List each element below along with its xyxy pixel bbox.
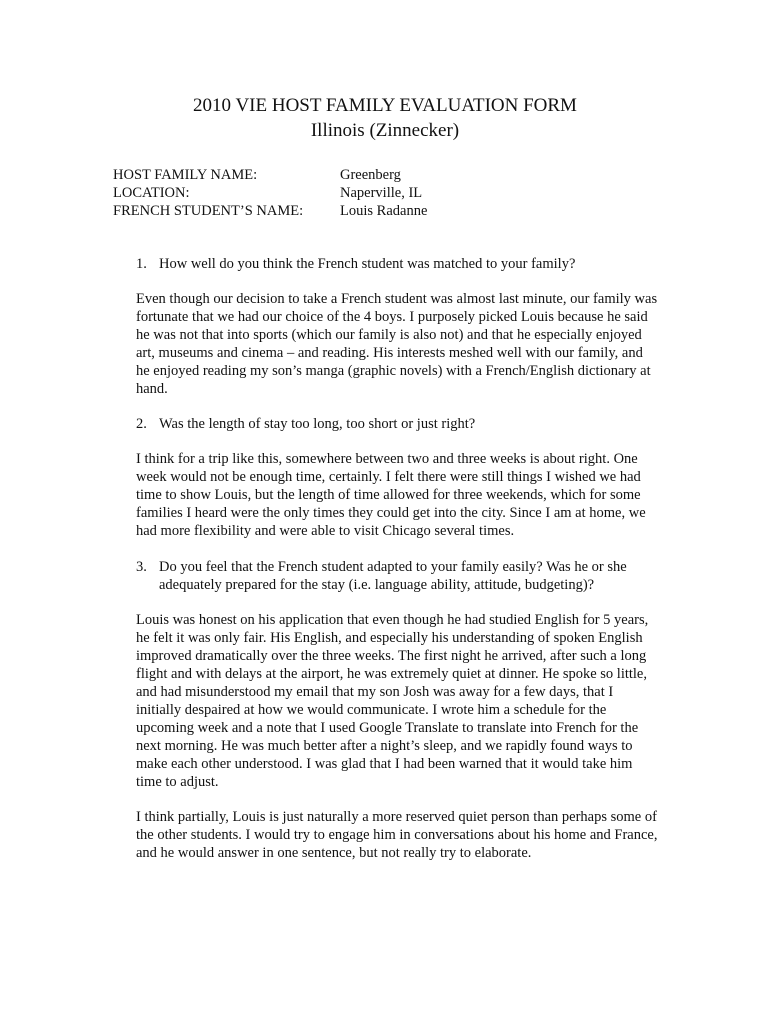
answer-1: Even though our decision to take a French student was almost last minute, our family was fortunate that we had our choice of the 4 boys. I purposely picked Louis because he said he was not that into sports (which our family is also not) and that he especially enjoyed art, museums and cinema – and reading. His interests meshed well with our family, and he enjoyed reading my son’s manga (graphic novels) with a French/English dictionary at hand. xyxy=(136,291,658,397)
question-text: Was the length of stay too long, too short or just right? xyxy=(159,416,476,432)
host-family-name-value: Greenberg xyxy=(340,167,401,183)
question-text: How well do you think the French student was matched to your family? xyxy=(159,256,576,272)
student-name-value: Louis Radanne xyxy=(340,203,428,219)
answer-2: I think for a trip like this, somewhere between two and three weeks is about right. One week would not be enough time, certainly. I felt there were still things I wished we had time to show Louis, but the length of time allowed for three weekends, which for some families I heard were the only times they could get into the city. Since I am at home, we had more flexibility and were able to visit Chicago several times. xyxy=(136,451,646,539)
info-row-student xyxy=(113,202,427,220)
host-info-table xyxy=(113,166,427,220)
question-number: 3. xyxy=(136,559,147,575)
host-family-name-label: HOST FAMILY NAME: xyxy=(113,167,258,183)
info-row-host-family xyxy=(113,166,427,184)
location-label: LOCATION: xyxy=(113,185,190,201)
form-title: 2010 VIE HOST FAMILY EVALUATION FORM xyxy=(193,95,577,116)
question-3 xyxy=(136,558,656,594)
location-value: Naperville, IL xyxy=(340,185,423,201)
question-number: 2. xyxy=(136,416,147,432)
student-name-label: FRENCH STUDENT’S NAME: xyxy=(113,203,304,219)
question-text: Do you feel that the French student adapted to your family easily? Was he or she adequately prepared for the stay (i.e. language ability, attitude, budgeting)? xyxy=(159,559,627,593)
question-1 xyxy=(136,255,656,273)
form-subtitle: Illinois (Zinnecker) xyxy=(310,120,460,141)
answer-3-part-2: I think partially, Louis is just naturally a more reserved quiet person than perhaps some of the other students. I would try to engage him in conversations about his home and France, and he would answer in one sentence, but not really try to elaborate. xyxy=(136,809,658,861)
info-row-location xyxy=(113,184,427,202)
question-2 xyxy=(136,415,656,433)
question-number: 1. xyxy=(136,256,147,272)
answer-3-part-1: Louis was honest on his application that even though he had studied English for 5 years, he felt it was only fair. His English, and especially his understanding of spoken English improved dramatically over the three weeks. The first night he arrived, after such a long flight and with delays at the airport, he was extremely quiet at dinner. He spoke so little, and had misunderstood my email that my son Josh was away for a few days, that I initially despaired at how we would communicate. I wrote him a schedule for the upcoming week and a note that I used Google Translate to translate into French for the next morning. He was much better after a night’s sleep, and we rapidly found ways to make each other understood. I was glad that I had been warned that it would take him time to adjust. xyxy=(136,612,649,790)
